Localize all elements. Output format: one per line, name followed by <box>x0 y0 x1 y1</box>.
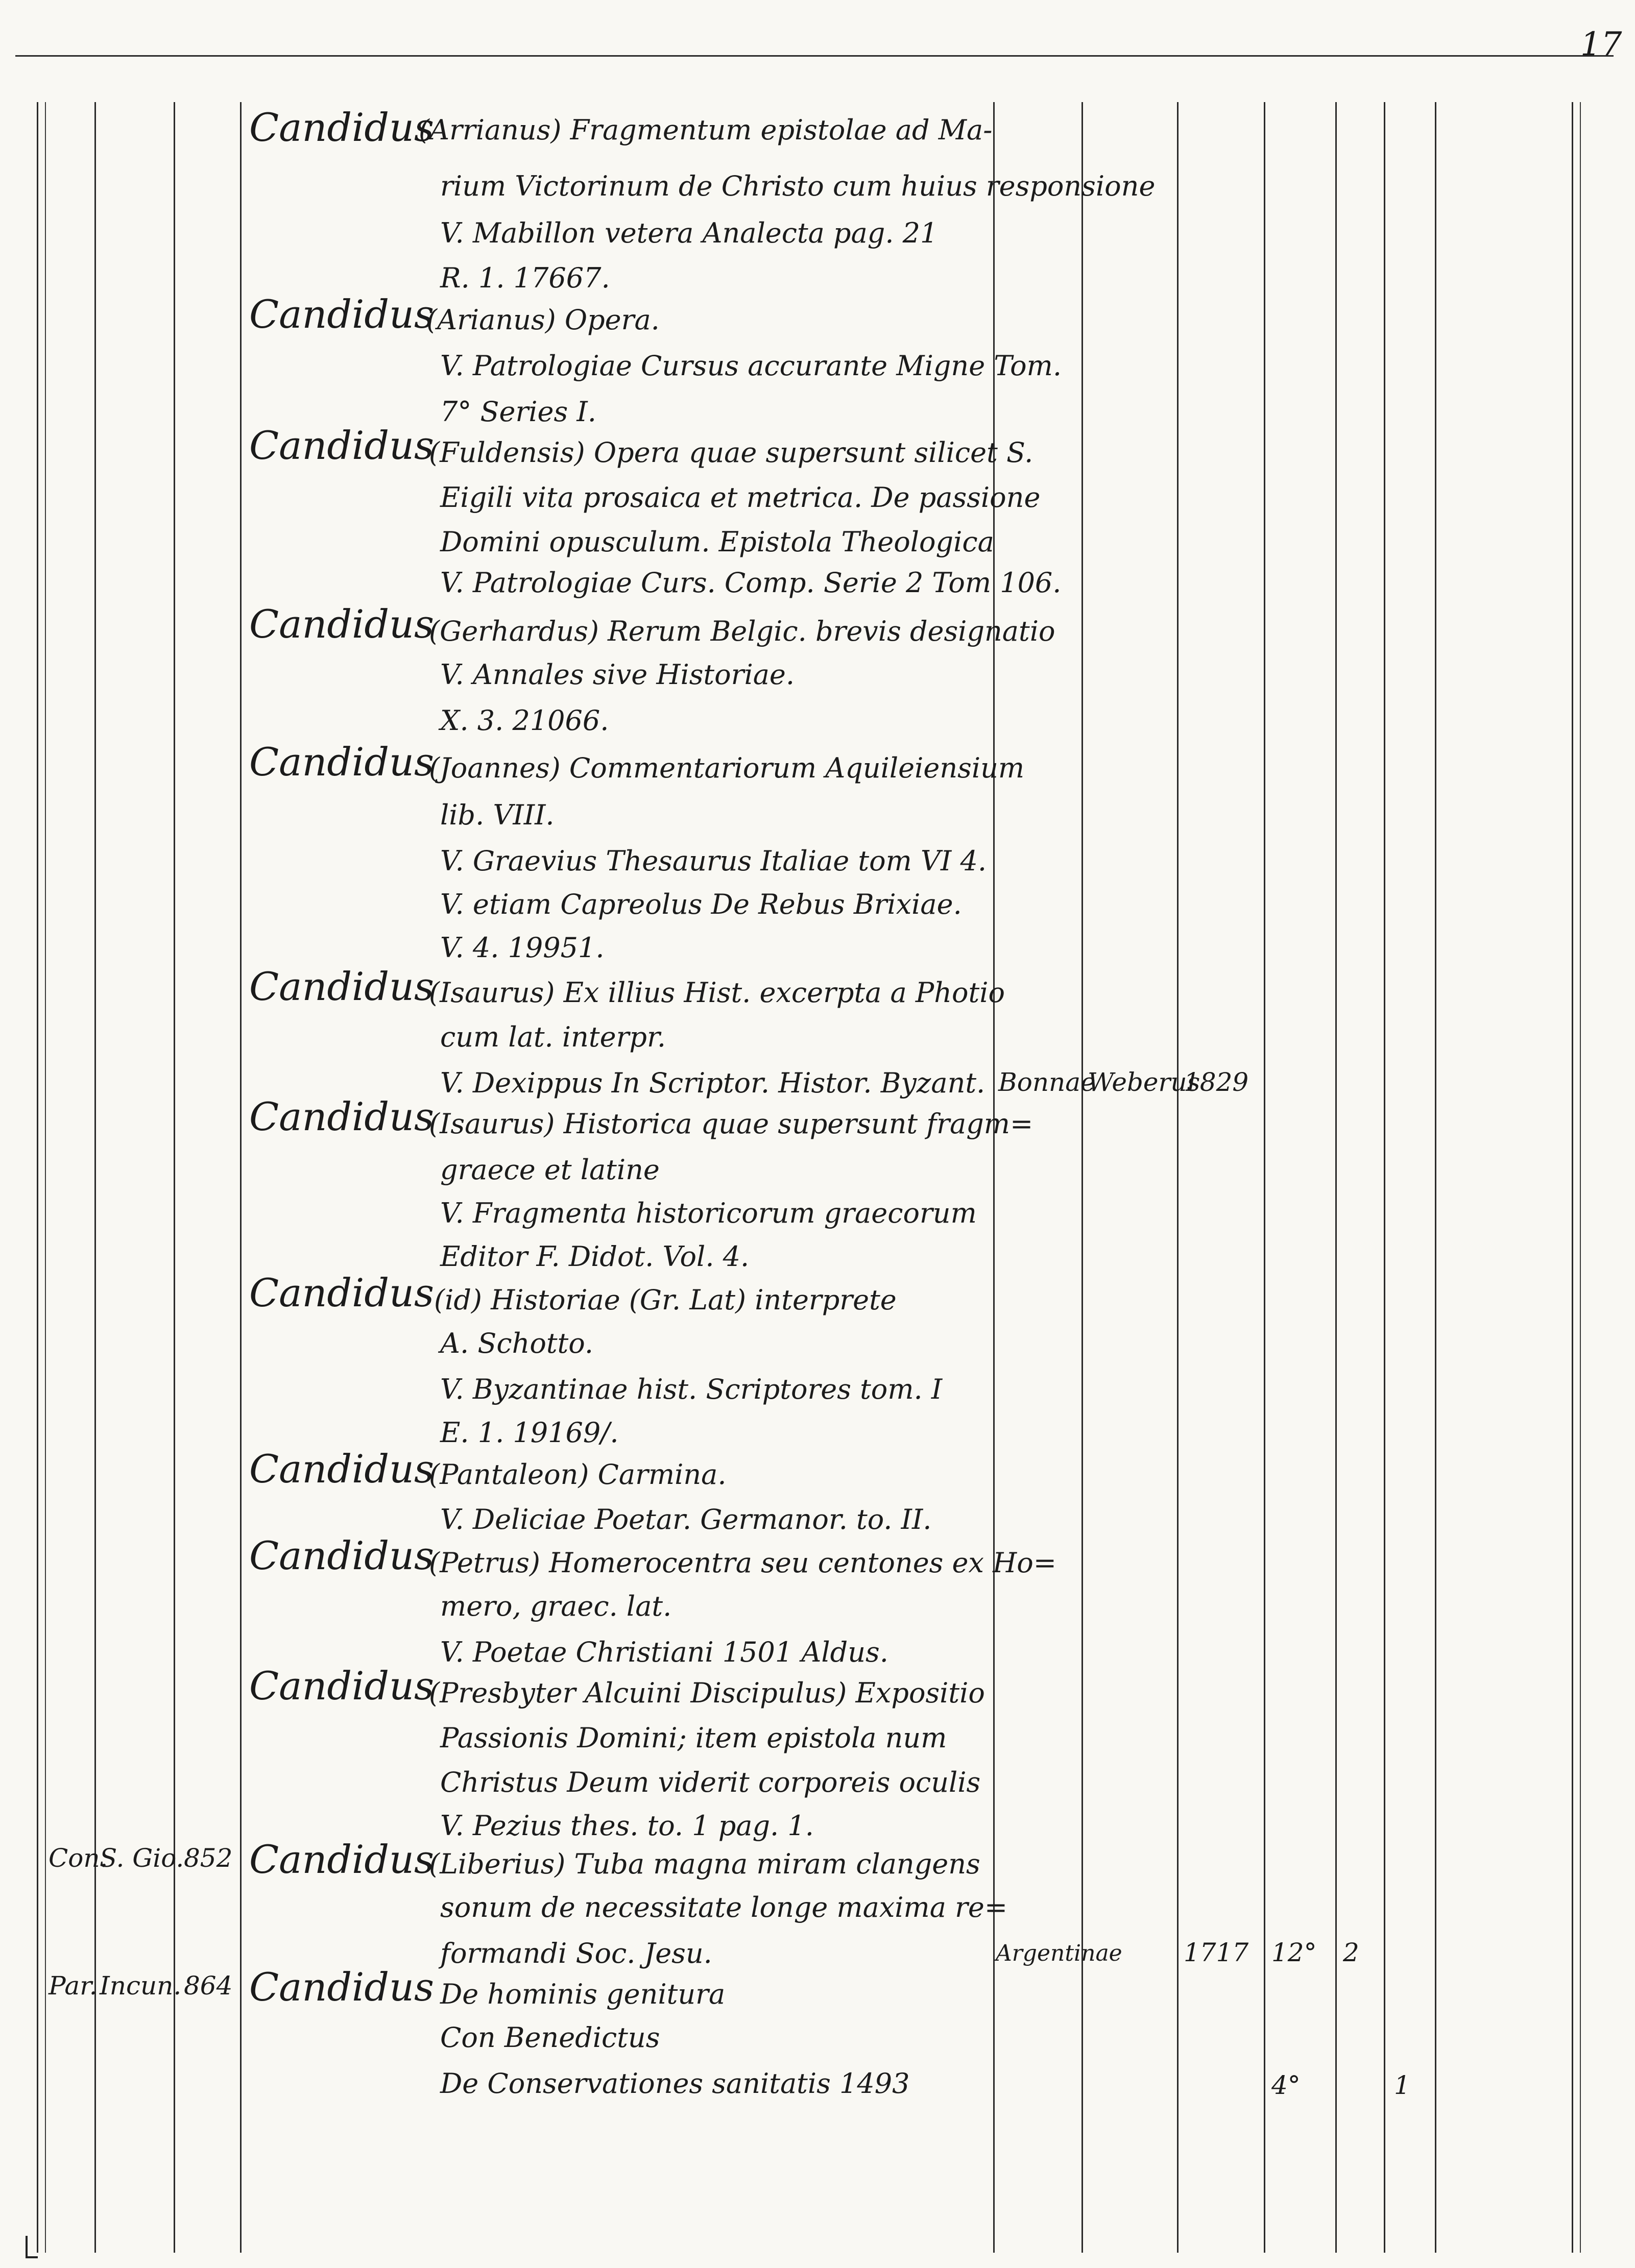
entry-line: V. Deliciae Poetar. Germanor. to. II. <box>440 1503 932 1535</box>
entry-line: De hominis genitura <box>440 1978 726 2010</box>
column-rule <box>1572 102 1573 2253</box>
column-rule <box>1580 102 1581 2253</box>
entry-line: graece et latine <box>440 1154 660 1186</box>
entry-line: R. 1. 17667. <box>440 262 610 294</box>
entry-line: sonum de necessitate longe maxima re= <box>440 1891 1008 1923</box>
entry-line: (Liberius) Tuba magna miram clangens <box>429 1848 980 1880</box>
entry-name: Candidus <box>249 1837 434 1882</box>
entry-line: (Petrus) Homerocentra seu centones ex Ho= <box>429 1547 1056 1579</box>
entry-line: Editor F. Didot. Vol. 4. <box>440 1240 750 1273</box>
column-rule <box>1264 102 1265 2253</box>
fund-cell: Par. <box>49 1971 98 2001</box>
entry-line: Eigili vita prosaica et metrica. De passione <box>440 481 1041 514</box>
entry-line: Passionis Domini; item epistola num <box>440 1722 947 1754</box>
entry-line: V. Annales sive Historiae. <box>440 659 795 691</box>
folio-number: 17 <box>1580 26 1622 63</box>
entry-name: Candidus <box>249 739 434 785</box>
entry-line: V. Mabillon vetera Analecta pag. 21 <box>440 217 938 249</box>
entry-line: V. Poetae Christiani 1501 Aldus. <box>440 1636 888 1668</box>
printer-cell: Weberus <box>1088 1067 1200 1097</box>
entry-line: V. Pezius thes. to. 1 pag. 1. <box>440 1810 814 1842</box>
column-rule <box>174 102 175 2253</box>
entry-line: lib. VIII. <box>440 799 555 831</box>
entry-line: V. 4. 19951. <box>440 932 605 964</box>
entry-name: Candidus <box>249 964 434 1009</box>
number-cell: 864 <box>184 1971 233 2001</box>
column-rule <box>993 102 995 2253</box>
corner-mark <box>26 2236 38 2258</box>
column-rule <box>37 102 38 2253</box>
format-cell: 12° <box>1271 1938 1317 1967</box>
entry-name: Candidus <box>249 1270 434 1315</box>
column-rule <box>1177 102 1179 2253</box>
column-rule <box>45 102 46 2253</box>
column-rule <box>1384 102 1385 2253</box>
entry-name: Candidus <box>249 601 434 647</box>
entry-line: (id) Historiae (Gr. Lat) interprete <box>434 1284 897 1316</box>
volumes-cell: 2 <box>1343 1938 1359 1967</box>
entry-line: De Conservationes sanitatis 1493 <box>440 2067 910 2100</box>
entry-name: Candidus <box>249 1663 434 1709</box>
entry-line: V. etiam Capreolus De Rebus Brixiae. <box>440 888 962 920</box>
column-rule <box>94 102 96 2253</box>
top-rule <box>15 55 1614 57</box>
entry-line: V. Patrologiae Curs. Comp. Serie 2 Tom 106. <box>440 567 1062 599</box>
entry-line: E. 1. 19169/. <box>440 1417 619 1449</box>
fund-cell: Con. <box>49 1843 108 1873</box>
number-cell: 852 <box>184 1843 233 1873</box>
entry-name: Candidus <box>249 105 434 150</box>
entry-line: V. Patrologiae Cursus accurante Migne Tom. <box>440 350 1062 382</box>
column-rule <box>1081 102 1083 2253</box>
entry-name: Candidus <box>249 423 434 468</box>
entry-line: V. Fragmenta historicorum graecorum <box>440 1197 977 1229</box>
year-cell: 1829 <box>1184 1067 1249 1097</box>
entry-line: Con Benedictus <box>440 2021 660 2054</box>
entry-line: (Fuldensis) Opera quae supersunt silicet S. <box>429 436 1033 469</box>
entry-line: rium Victorinum de Christo cum huius responsione <box>440 170 1156 202</box>
shelf-cell: S. Gio. <box>100 1843 184 1873</box>
entry-line: cum lat. interpr. <box>440 1021 666 1053</box>
entry-line: (Pantaleon) Carmina. <box>429 1458 727 1491</box>
entry-line: Domini opusculum. Epistola Theologica <box>440 526 994 558</box>
entry-line: (Arrianus) Fragmentum epistolae ad Ma- <box>419 114 993 146</box>
entry-name: Candidus <box>249 291 434 337</box>
column-rule <box>1335 102 1337 2253</box>
entry-line: (Presbyter Alcuini Discipulus) Expositio <box>429 1677 985 1709</box>
entry-line: mero, graec. lat. <box>440 1590 672 1622</box>
entry-name: Candidus <box>249 1533 434 1578</box>
entry-name: Candidus <box>249 1446 434 1492</box>
entry-line: (Joannes) Commentariorum Aquileiensium <box>429 752 1025 784</box>
entry-line: (Isaurus) Ex illius Hist. excerpta a Photio <box>429 977 1005 1009</box>
place-cell: Argentinae <box>996 1940 1122 1966</box>
entry-name: Candidus <box>249 1964 434 2010</box>
format-cell: 4° <box>1271 2070 1301 2100</box>
column-rule <box>240 102 242 2253</box>
entry-line: (Gerhardus) Rerum Belgic. brevis designatio <box>429 615 1055 647</box>
year-cell: 1717 <box>1184 1938 1249 1967</box>
volumes-cell: 1 <box>1394 2070 1410 2100</box>
entry-line: (Isaurus) Historica quae supersunt fragm= <box>429 1108 1033 1140</box>
entry-line: A. Schotto. <box>440 1327 593 1359</box>
column-rule <box>1435 102 1436 2253</box>
entry-line: (Arianus) Opera. <box>426 304 660 336</box>
entry-line: V. Byzantinae hist. Scriptores tom. I <box>440 1373 943 1405</box>
entry-line: V. Graevius Thesaurus Italiae tom VI 4. <box>440 845 987 877</box>
entry-line: formandi Soc. Jesu. <box>440 1937 712 1969</box>
entry-line: X. 3. 21066. <box>440 704 609 737</box>
entry-line: V. Dexippus In Scriptor. Histor. Byzant. <box>440 1067 985 1099</box>
entry-line: Christus Deum viderit corporeis oculis <box>440 1766 981 1798</box>
entry-name: Candidus <box>249 1094 434 1139</box>
shelf-cell: Incun. <box>100 1971 182 2001</box>
entry-line: 7° Series I. <box>440 396 596 428</box>
place-cell: Bonnae <box>998 1067 1096 1097</box>
